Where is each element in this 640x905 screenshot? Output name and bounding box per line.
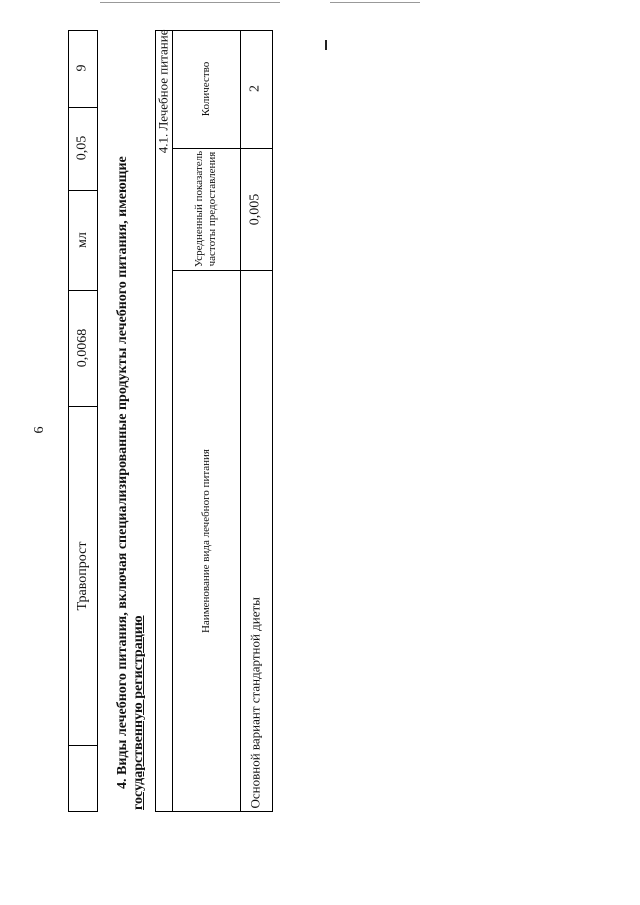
diet-header-quantity: Количество [199,61,212,117]
diet-row-quantity: 2 [247,85,263,92]
drug-unit-cell: мл [74,232,90,248]
section-heading-line2: государственную регистрацию [130,615,146,810]
drug-name-cell: Травопрост [74,541,90,611]
drug-amount-cell: 0,05 [74,135,90,161]
scan-edge-line [100,2,280,3]
section-heading-line1: 4. Виды лечебного питания, включая специализированные продукты лечебного питания, имеющие [114,156,130,789]
drug-count-cell: 9 [74,64,90,72]
diet-table-subtitle: 4.1. Лечебное питание [155,29,171,154]
diet-header-name: Наименование вида лечебного питания [199,449,212,634]
diet-header-frequency: Усредненный показатель частоты предоставления [193,150,218,268]
page-number: 6 [32,426,47,434]
diet-row-name: Основной вариант стандартной диеты [247,597,263,809]
scan-mark [325,40,327,50]
drug-dose-cell: 0,0068 [74,328,90,368]
scan-edge-line [330,2,420,3]
diet-row-frequency: 0,005 [247,193,263,226]
